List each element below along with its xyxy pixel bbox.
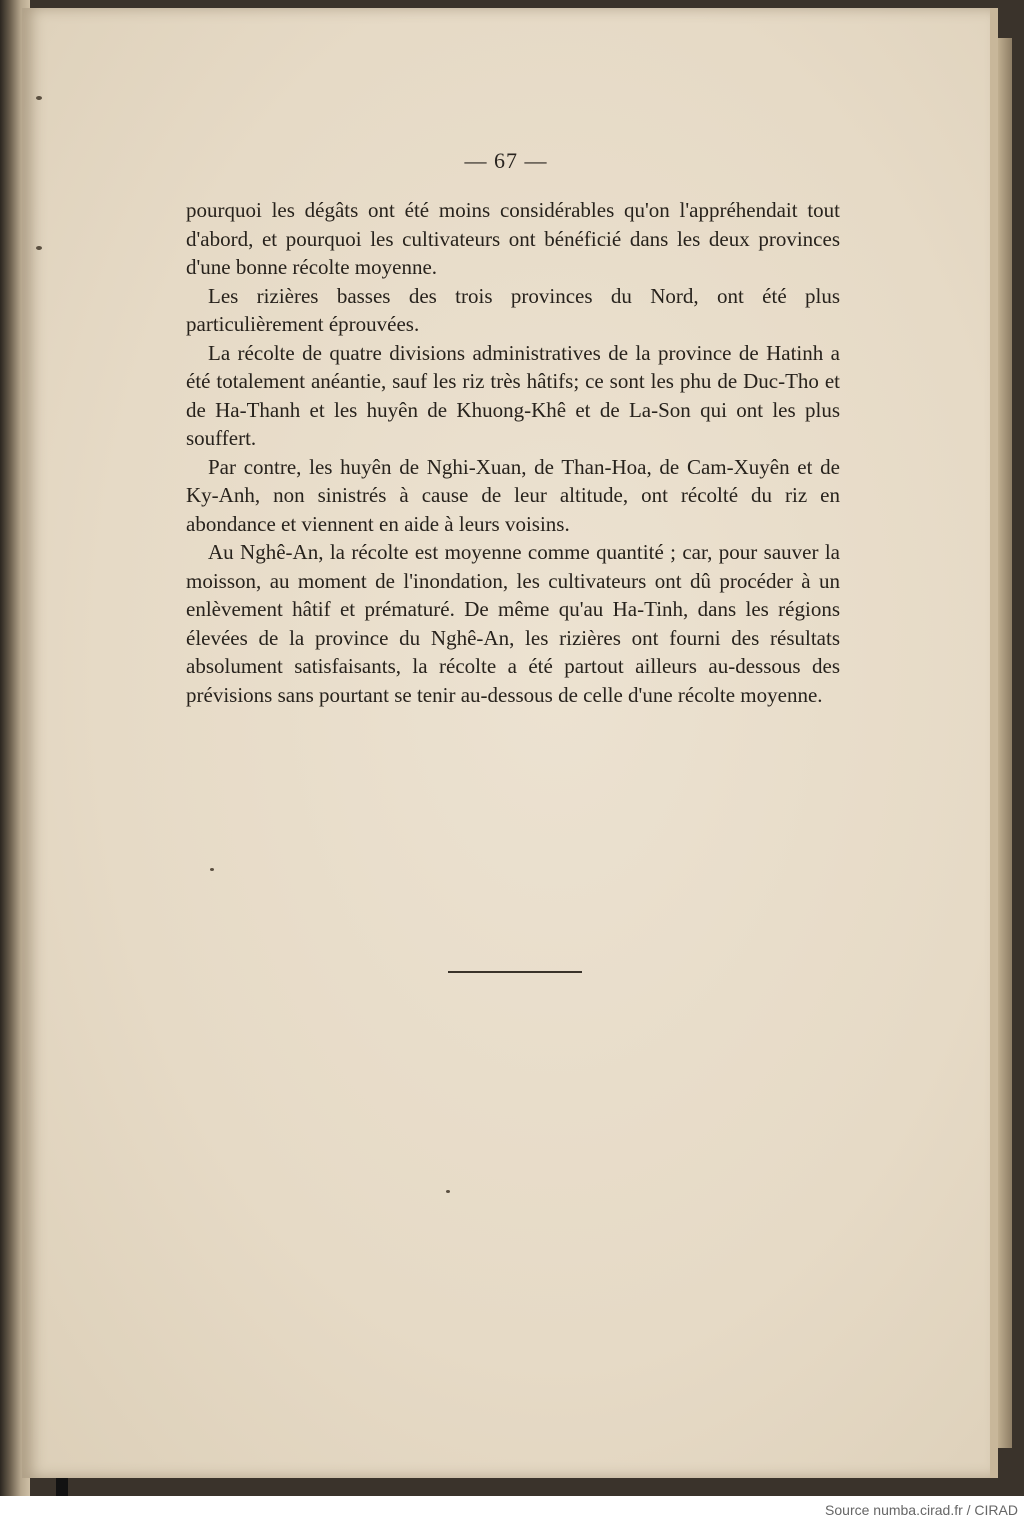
paper-speck xyxy=(36,96,42,100)
paragraph: pourquoi les dégâts ont été moins considérables qu'on l'appréhendait tout d'abord, et pourquoi les cultivateurs ont bénéficié dans les deux provinces d'une bonne récolte moyenne. xyxy=(186,198,840,279)
body-text xyxy=(186,196,840,709)
book-page xyxy=(22,8,998,1478)
paper-speck xyxy=(210,868,214,871)
section-divider xyxy=(448,971,582,973)
page-number: — 67 — xyxy=(464,148,548,173)
paragraph: Par contre, les huyên de Nghi-Xuan, de Than-Hoa, de Cam-Xuyên et de Ky-Anh, non sinistrés à cause de leur altitude, ont récolté du riz en abondance et viennent en aide à leurs voisins. xyxy=(186,454,840,536)
source-caption: Source numba.cirad.fr / CIRAD xyxy=(825,1502,1018,1518)
page-edge xyxy=(998,38,1012,1448)
paper-speck xyxy=(36,246,42,250)
paragraph: Au Nghê-An, la récolte est moyenne comme quantité ; car, pour sauver la moisson, au moment de l'inondation, les cultivateurs ont dû procéder à un enlèvement hâtif et prématuré. De même qu'au Ha-Tinh, dans les régions élevées de la province du Nghê-An, les rizières ont fourni des résultats absolument satisfaisants, la récolte a été partout ailleurs au-dessous des prévisions sans pourtant se tenir au-dessous de celle d'une récolte moyenne. xyxy=(186,540,840,707)
paragraph: La récolte de quatre divisions administratives de la province de Hatinh a été totalement anéantie, sauf les riz très hâtifs; ce sont les phu de Duc-Tho et de Ha-Thanh et les huyên de Khuong-Khê et de La-Son qui ont les plus souffert. xyxy=(186,340,840,450)
paragraph: Les rizières basses des trois provinces du Nord, ont été plus particulièrement éprouvées. xyxy=(186,283,840,336)
paper-speck xyxy=(446,1190,450,1193)
